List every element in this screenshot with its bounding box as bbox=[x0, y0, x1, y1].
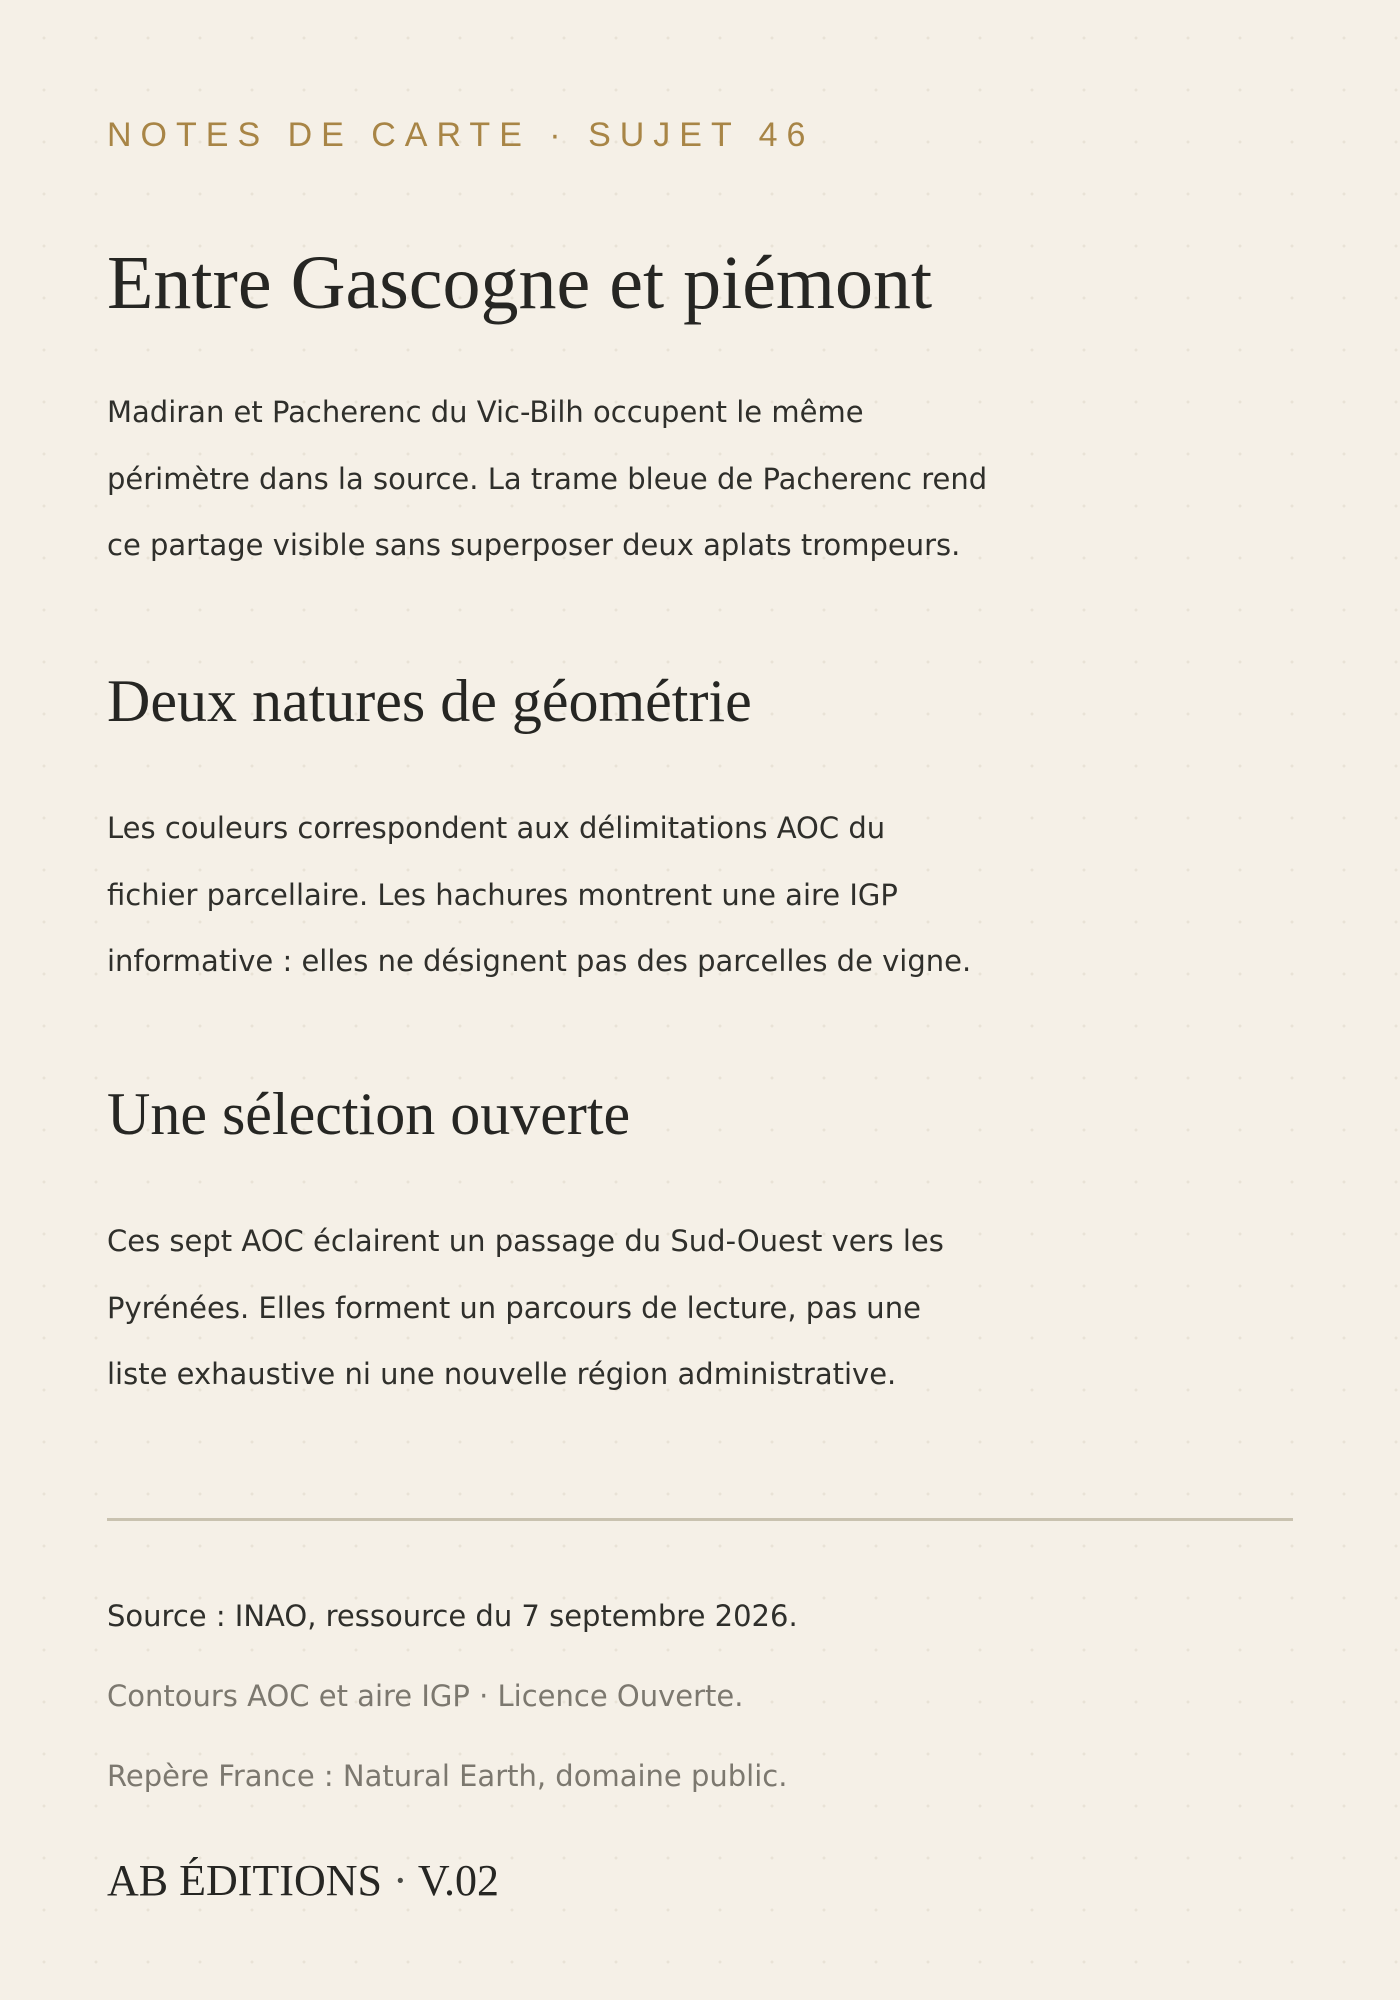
section-paragraph-geometrie bbox=[107, 795, 1067, 995]
map-notes-page bbox=[107, 0, 1293, 2000]
version-label: V.02 bbox=[417, 1856, 499, 1905]
intro-line: ce partage visible sans superposer deux aplats trompeurs. bbox=[107, 528, 961, 562]
section-heading-geometrie: Deux natures de géométrie bbox=[107, 668, 752, 734]
section-paragraph-selection bbox=[107, 1208, 1067, 1408]
paragraph-line: Les couleurs correspondent aux délimitations AOC du bbox=[107, 811, 886, 845]
page-title: Entre Gascogne et piémont bbox=[107, 241, 933, 325]
section-kicker: NOTES DE CARTE · SUJET 46 bbox=[107, 116, 815, 154]
basemap-credit: Repère France : Natural Earth, domaine public. bbox=[107, 1759, 788, 1793]
divider bbox=[107, 1518, 1293, 1521]
paragraph-line: liste exhaustive ni une nouvelle région administrative. bbox=[107, 1357, 897, 1391]
publisher-name: AB ÉDITIONS bbox=[107, 1856, 382, 1905]
paragraph-line: Ces sept AOC éclairent un passage du Sud-Ouest vers les bbox=[107, 1224, 944, 1258]
footer-separator: · bbox=[392, 1856, 408, 1905]
publisher-footer bbox=[107, 1853, 499, 1909]
paragraph-line: fichier parcellaire. Les hachures montrent une aire IGP bbox=[107, 877, 898, 912]
intro-paragraph bbox=[107, 379, 1067, 579]
paragraph-line: Pyrénées. Elles forment un parcours de lecture, pas une bbox=[107, 1290, 921, 1325]
section-heading-selection: Une sélection ouverte bbox=[107, 1081, 631, 1147]
source-credit: Source : INAO, ressource du 7 septembre 2026. bbox=[107, 1599, 798, 1633]
intro-line: Madiran et Pacherenc du Vic-Bilh occupent le même bbox=[107, 395, 864, 429]
paragraph-line: informative : elles ne désignent pas des parcelles de vigne. bbox=[107, 944, 972, 978]
contours-credit: Contours AOC et aire IGP · Licence Ouverte. bbox=[107, 1679, 744, 1713]
intro-line: périmètre dans la source. La trame bleue de Pacherenc rend bbox=[107, 461, 988, 496]
